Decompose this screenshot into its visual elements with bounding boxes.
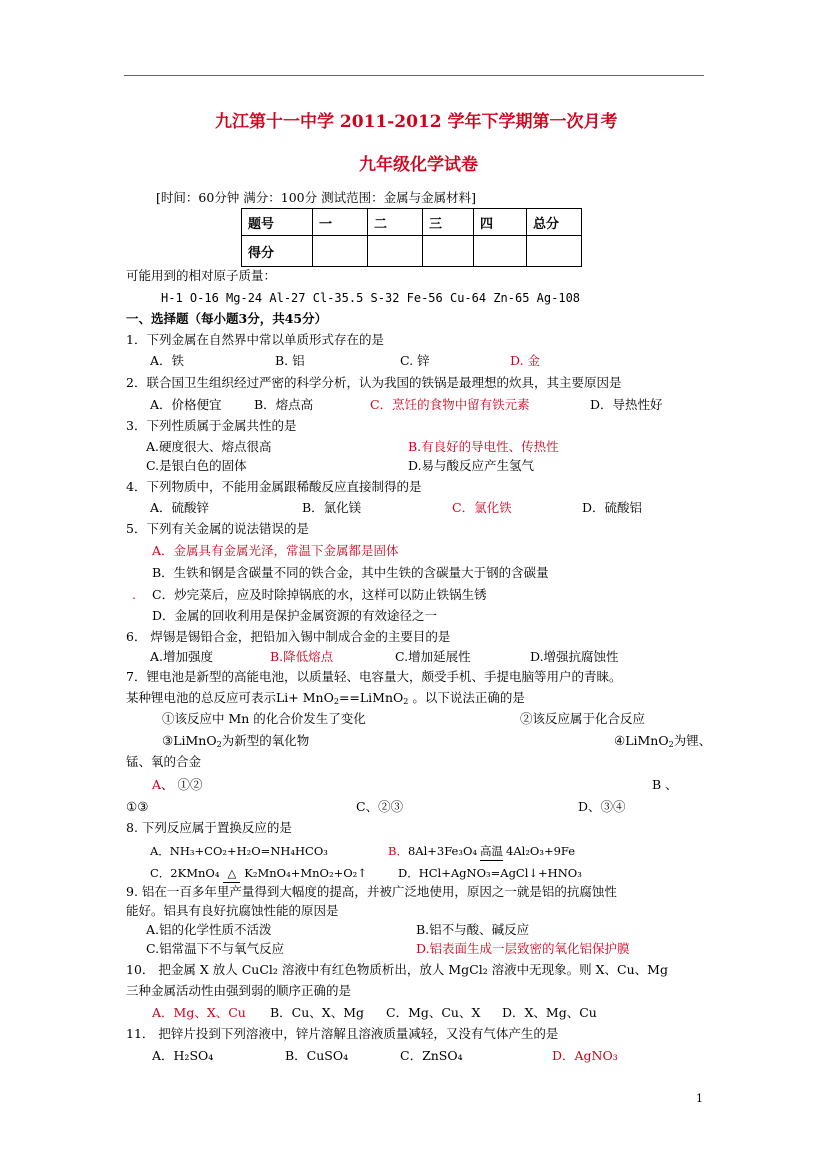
statement-4: ④LiMnO$_2$为锂、 [614, 733, 712, 749]
score-cell: 得分 [242, 236, 313, 267]
option-d: D．硫酸铝 [582, 500, 643, 515]
score-cell: 一 [313, 209, 368, 236]
option-c: C．炒完菜后，应及时除掉锅底的水，这样可以防止铁锅生锈 [152, 587, 487, 602]
option-a: A.增加强度 [150, 649, 214, 664]
statement-1: ①该反应中 Mn 的化合价发生了变化 [162, 711, 366, 726]
score-cell: 二 [368, 209, 423, 236]
option-b: B．Cu、X、Mg [270, 1005, 365, 1020]
option-a: A.铝的化学性质不活泼 [146, 922, 272, 937]
option-d: D.易与酸反应产生氢气 [408, 458, 535, 473]
option-a-answer: A．金属具有金属光泽，常温下金属都是固体 [152, 543, 399, 558]
exam-title: 九江第十一中学 2011-2012 学年下学期第一次月考 [215, 112, 618, 132]
score-table-score-row [242, 236, 582, 267]
question-stem: 8. 下列反应属于置换反应的是 [126, 820, 292, 835]
option-a: A、 ①② [152, 777, 203, 792]
option-a: A.硬度很大、熔点很高 [146, 439, 272, 454]
option-b-answer: B.降低熔点 [270, 649, 334, 664]
option-c: C．2KMnO₄ △ K₂MnO₄+MnO₂+O₂↑ [150, 864, 367, 883]
option-c: C. 锌 [400, 353, 430, 368]
option-d: D.增强抗腐蚀性 [530, 649, 619, 664]
question-stem-line2: 三种金属活动性由强到弱的顺序正确的是 [126, 983, 352, 998]
option-a: A．H₂SO₄ [152, 1048, 214, 1063]
option-d-answer: D. 金 [510, 353, 541, 368]
atomic-mass-values: H-1 O-16 Mg-24 Al-27 Cl-35.5 S-32 Fe-56 Cu-64 Zn-65 Ag-108 [161, 291, 581, 305]
question-stem: 10． 把金属 X 放人 CuCl₂ 溶液中有红色物质析出，放人 MgCl₂ 溶液中无现象。则 X、Cu、Mg [126, 962, 668, 977]
question-stem: 11． 把锌片投到下列溶液中，锌片溶解且溶液质量减轻，又没有气体产生的是 [126, 1026, 559, 1041]
page-number: 1 [696, 1092, 703, 1105]
question-stem: 1．下列金属在自然界中常以单质形式存在的是 [126, 332, 384, 347]
option-b: B.铝不与酸、碱反应 [416, 922, 530, 937]
question-stem-line2: 某种锂电池的总反应可表示Li+ MnO$_2$==LiMnO$_2$ 。以下说法正确的是 [126, 690, 525, 706]
option-b: B．CuSO₄ [285, 1048, 349, 1063]
atomic-mass-label: 可能用到的相对原子质量： [126, 268, 277, 283]
score-table-header-row [242, 209, 582, 236]
option-a: A．硫酸锌 [150, 500, 210, 515]
option-b-answer: B.有良好的导电性、传热性 [408, 439, 559, 454]
option-d: D、③④ [578, 799, 626, 814]
question-stem: 5．下列有关金属的说法错误的是 [126, 521, 309, 536]
score-input-cell[interactable] [313, 236, 368, 267]
option-b-cont: ①③ [126, 799, 149, 814]
score-cell: 题号 [242, 209, 313, 236]
statement-3: ③LiMnO$_2$为新型的氧化物 [162, 733, 310, 749]
statement-4-cont: 锰、氧的合金 [126, 754, 202, 769]
option-a-answer: A．Mg、X、Cu [152, 1005, 246, 1020]
score-input-cell[interactable] [474, 236, 527, 267]
option-d-answer: D．AgNO₃ [552, 1048, 618, 1063]
question-stem: 4．下列物质中，不能用金属跟稀酸反应直接制得的是 [126, 479, 422, 494]
option-b: B．氯化镁 [302, 500, 362, 515]
stray-mark: . [132, 587, 136, 602]
option-b: B. 铝 [275, 353, 305, 368]
question-stem: 7．锂电池是新型的高能电池，以质量轻、电容量大，颇受手机、手提电脑等用户的青睐。 [126, 669, 622, 684]
question-stem-line2: 能好。铝具有良好抗腐蚀性能的原因是 [126, 903, 339, 918]
option-c: C．ZnSO₄ [400, 1048, 463, 1063]
question-stem: 9. 铝在一百多年里产量得到大幅度的提高，并被广泛地使用，原因之一就是铝的抗腐蚀性 [126, 884, 617, 899]
option-c: C、②③ [356, 799, 404, 814]
question-stem: 2．联合国卫生组织经过严密的科学分析，认为我国的铁锅是最理想的炊具，其主要原因是 [126, 375, 622, 390]
score-input-cell[interactable] [527, 236, 582, 267]
option-a: A．价格便宜 [150, 397, 222, 412]
option-b-answer: B．8Al+3Fe₃O₄ 高温 4Al₂O₃+9Fe [388, 842, 575, 861]
score-input-cell[interactable] [423, 236, 474, 267]
option-a: A．铁 [150, 353, 185, 368]
option-c-answer: C．烹饪的食物中留有铁元素 [370, 397, 530, 412]
question-stem: 3．下列性质属于金属共性的是 [126, 418, 297, 433]
heat-icon: △ [223, 864, 240, 883]
statement-2: ②该反应属于化合反应 [520, 711, 646, 726]
option-d-answer: D.铝表面生成一层致密的氧化铝保护膜 [416, 941, 630, 956]
option-b: B．熔点高 [254, 397, 314, 412]
exam-subtitle: 九年级化学试卷 [359, 155, 478, 175]
option-d: D．HCl+AgNO₃=AgCl↓+HNO₃ [398, 866, 582, 880]
option-c-answer: C．氯化铁 [452, 500, 512, 515]
option-b: B．生铁和钢是含碳量不同的铁合金，其中生铁的含碳量大于钢的含碳量 [152, 565, 549, 580]
score-input-cell[interactable] [368, 236, 423, 267]
option-a: A．NH₃+CO₂+H₂O=NH₄HCO₃ [150, 844, 328, 858]
question-stem: 6． 焊锡是锡铅合金，把铅加入锡中制成合金的主要目的是 [126, 629, 451, 644]
score-cell: 总分 [527, 209, 582, 236]
header-rule [124, 75, 704, 76]
option-d: D．导热性好 [590, 397, 663, 412]
option-c: C.增加延展性 [395, 649, 471, 664]
score-cell: 三 [423, 209, 474, 236]
option-d: D．金属的回收利用是保护金属资源的有效途径之一 [152, 608, 438, 623]
exam-info: [时间：60分钟 满分：100分 测试范围：金属与金属材料] [156, 190, 476, 205]
option-b: B 、 [652, 777, 678, 792]
option-c: C．Mg、Cu、X [386, 1005, 481, 1020]
option-c: C.是银白色的固体 [146, 458, 247, 473]
section-heading: 一、选择题（每小题3分，共45分） [126, 311, 328, 326]
score-table [241, 208, 582, 267]
option-c: C.铝常温下不与氧气反应 [146, 941, 285, 956]
score-cell: 四 [474, 209, 527, 236]
option-d: D．X、Mg、Cu [502, 1005, 597, 1020]
